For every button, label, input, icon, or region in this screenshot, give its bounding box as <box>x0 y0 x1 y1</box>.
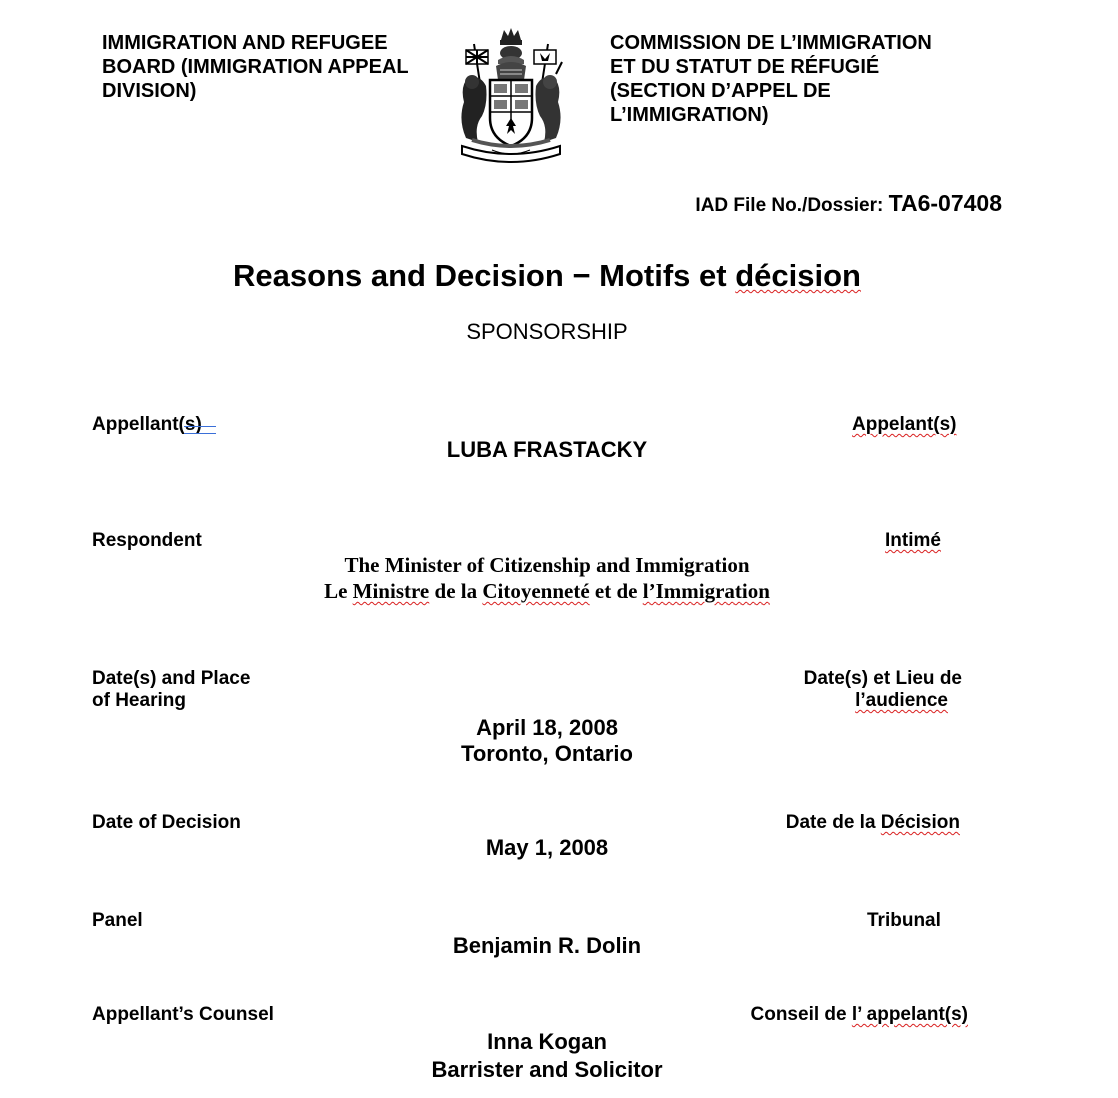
decision-label-fr <box>700 812 960 834</box>
respondent-fr-part: de la <box>429 579 483 603</box>
document-subtitle: SPONSORSHIP <box>466 319 628 344</box>
file-number-value: TA6-07408 <box>888 190 1002 216</box>
header-fr-line: COMMISSION DE L’IMMIGRATION <box>610 32 932 54</box>
header-en-line: DIVISION) <box>102 80 197 102</box>
file-number-label: IAD File No./Dossier: <box>695 195 884 216</box>
respondent-fr-part: Ministre <box>352 579 430 603</box>
header-en-line: IMMIGRATION AND REFUGEE <box>102 32 388 54</box>
respondent-label-en: Respondent <box>92 530 202 551</box>
counsel-name: Inna Kogan <box>487 1029 607 1054</box>
header-french <box>610 31 991 127</box>
header-fr-line: ET DU STATUT DE RÉFUGIÉ <box>610 56 880 78</box>
counsel-label-fr-part: l’ appelant(s) <box>851 1004 968 1025</box>
decision-label-en: Date of Decision <box>92 812 241 833</box>
canada-coat-of-arms-icon <box>452 26 570 168</box>
hearing-label-fr-line: l’audience <box>855 690 948 711</box>
appellant-label-en <box>92 414 216 436</box>
respondent-fr-part: Le <box>324 579 353 603</box>
title-marked-word: décision <box>735 258 861 293</box>
counsel-label-en: Appellant’s Counsel <box>92 1004 274 1025</box>
hearing-place: Toronto, Ontario <box>461 741 633 766</box>
hearing-date: April 18, 2008 <box>476 715 618 740</box>
hearing-label-en-line: of Hearing <box>92 690 186 711</box>
appellant-label-en-text: Appellant(s) <box>92 414 202 435</box>
header-en-line: BOARD (IMMIGRATION APPEAL <box>102 56 409 78</box>
counsel-title: Barrister and Solicitor <box>431 1057 663 1082</box>
hearing-label-fr <box>760 668 962 712</box>
decision-date: May 1, 2008 <box>485 835 609 860</box>
respondent-name-en: The Minister of Citizenship and Immigration <box>344 553 750 577</box>
appellant-name: LUBA FRASTACKY <box>446 437 648 462</box>
file-number-line <box>540 190 1002 217</box>
appellant-label-fr-text: Appelant(s) <box>852 414 957 435</box>
respondent-fr-part: l’Immigration <box>642 579 770 603</box>
hearing-label-fr-line: Date(s) et Lieu de <box>803 668 962 689</box>
panel-label-en: Panel <box>92 910 143 931</box>
appellant-label-fr <box>852 414 957 436</box>
title-main: Reasons and Decision − Motifs et <box>233 258 736 293</box>
document-title <box>0 258 1094 294</box>
panel-member-name: Benjamin R. Dolin <box>452 933 642 958</box>
respondent-label-fr-text: Intimé <box>885 530 941 551</box>
respondent-label-fr <box>885 530 941 552</box>
header-fr-line: L’IMMIGRATION) <box>610 104 769 126</box>
respondent-fr-part: et de <box>589 579 643 603</box>
decision-label-fr-part: Date de la <box>785 812 881 833</box>
panel-label-fr: Tribunal <box>867 910 941 931</box>
counsel-label-fr <box>700 1004 968 1026</box>
header-fr-line: (SECTION D’APPEL DE <box>610 80 831 102</box>
hearing-label-en <box>92 668 250 712</box>
grammar-mark-icon <box>184 426 216 434</box>
header-english <box>102 31 434 103</box>
respondent-name-fr <box>0 578 1094 604</box>
respondent-fr-part: Citoyenneté <box>482 579 590 603</box>
counsel-label-fr-part: Conseil de <box>750 1004 852 1025</box>
hearing-label-en-line: Date(s) and Place <box>92 668 251 689</box>
decision-label-fr-part: Décision <box>880 812 960 833</box>
